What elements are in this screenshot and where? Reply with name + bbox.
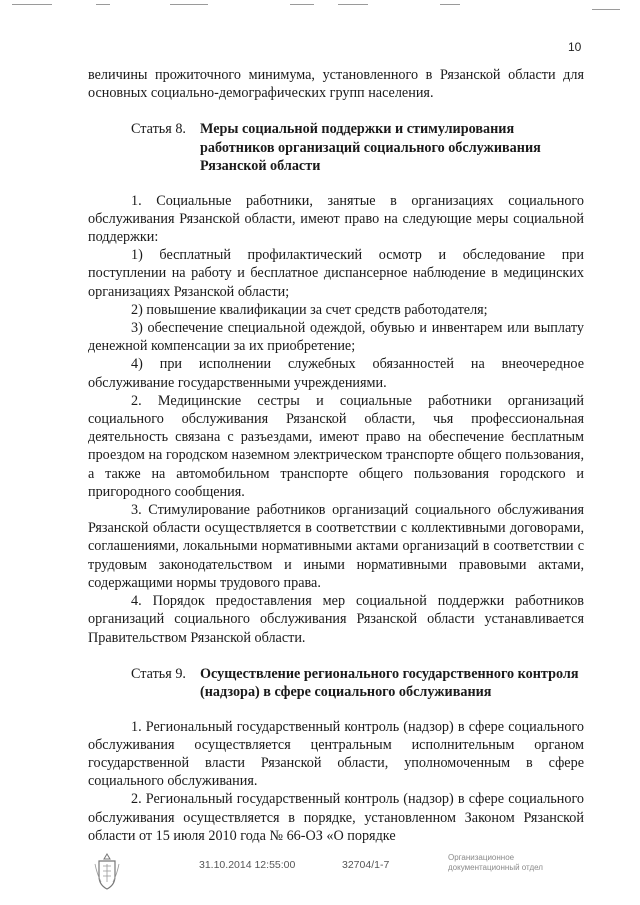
registration-date-stamp: 31.10.2014 12:55:00 (199, 859, 296, 871)
article-8-paragraph: 4) при исполнении служебных обязанностей на внеочередное обслуживание государственными учреждениями. (88, 356, 584, 391)
article-8-number: Статья 8. (131, 121, 186, 138)
article-8-paragraph: 4. Порядок предоставления мер социальной поддержки работников организаций социального обслуживания Рязанской области устанавливается Правительством Рязанской области. (88, 593, 584, 646)
document-number-stamp: 32704/1-7 (342, 859, 390, 871)
article-9-number: Статья 9. (131, 665, 186, 682)
article-8-paragraph: 3) обеспечение специальной одеждой, обувью и инвентарем или выплату денежной компенсации за их приобретение; (88, 320, 584, 355)
article-8-paragraph: 2. Медицинские сестры и социальные работники организаций социального обслуживания Рязанской области, чья профессиональная деятельность связана с разъездами, имеют право на обеспечение бесплатным проездом на городском наземном электрическом транспорте общего пользования, а также на автомобильном транспорте общего пользования городского и пригородного сообщения. (88, 392, 584, 500)
article-8-paragraph: 1. Социальные работники, занятые в организациях социального обслуживания Рязанской области, имеют право на следующие меры социальной поддержки: (88, 192, 584, 246)
article-9-paragraph: 2. Региональный государственный контроль (надзор) в сфере социального обслуживания осуществляется в порядке, установленном Законом Рязанской области от 15 июля 2010 года № 66-ОЗ «О порядке (88, 791, 584, 844)
article-8-title: Меры социальной поддержки и стимулирования работников организаций социального обслуживания Рязанской области (200, 121, 541, 175)
org-stamp (448, 853, 543, 873)
article-8-paragraph: 1) бесплатный профилактический осмотр и обследование при поступлении на работу и бесплатное диспансерное наблюдение в медицинских организациях Рязанской области; (88, 247, 584, 300)
article-9-paragraph: 1. Региональный государственный контроль (надзор) в сфере социального обслуживания осуществляется центральным исполнительным органом государственной власти Рязанской области, уполномоченным в сфере социального обслуживания. (88, 718, 584, 790)
page-number: 10 (568, 40, 582, 54)
article-8-paragraph: 3. Стимулирование работников организаций социального обслуживания Рязанской области осуществляется в соответствии с коллективными договорами, соглашениями, локальными нормативными актами организаций в соответствии с трудовым законодательством и иными нормативными правовыми актами, содержащими нормы трудового права. (88, 502, 584, 591)
scan-artifacts (0, 0, 640, 14)
article-8-heading (88, 120, 584, 175)
article-9-title: Осуществление регионального государственного контроля (надзора) в сфере социального обслуживания (200, 665, 579, 701)
org-stamp-line: документационный отдел (448, 863, 543, 872)
org-stamp-line: Организационное (448, 853, 515, 862)
document-footer (0, 848, 640, 905)
article-9-heading (88, 665, 584, 702)
article-8-paragraph: 2) повышение квалификации за счет средств работодателя; (131, 301, 488, 318)
coat-of-arms-icon (92, 852, 122, 892)
intro-paragraph: величины прожиточного минимума, установленного в Рязанской области для основных социально-демографических групп населения. (88, 67, 584, 102)
document-body (88, 66, 584, 845)
